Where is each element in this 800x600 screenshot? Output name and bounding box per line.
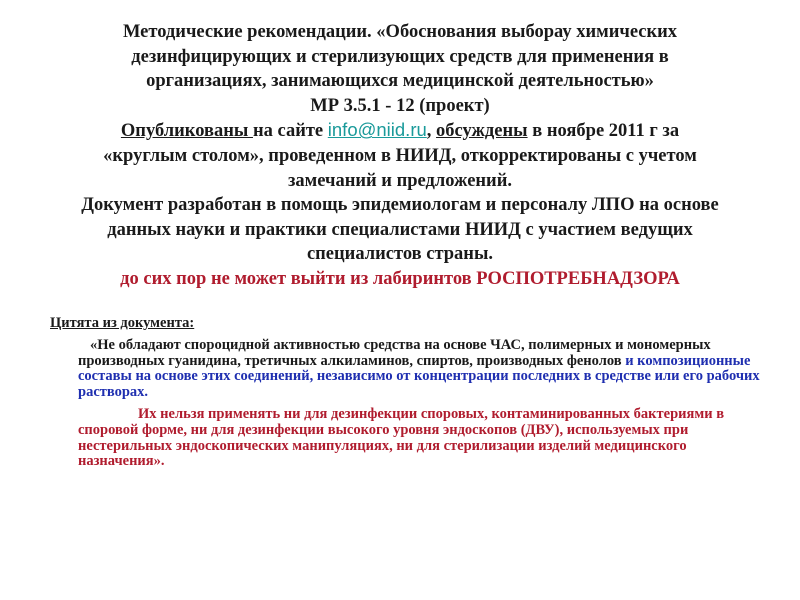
document-code: МР 3.5.1 - 12 (проект): [310, 95, 490, 116]
document-header: [40, 20, 760, 292]
doc-line-1: Документ разработан в помощь эпидемиологам и персоналу ЛПО на основе: [81, 195, 719, 216]
doc-line-3: специалистов страны.: [306, 244, 494, 265]
title-line-1: Методические рекомендации. «Обоснования выборау химических: [122, 22, 678, 42]
quote-paragraph-1-blue: и композиционные составы на основе этих соединений, независимо от концентрации последних в средстве или его рабочих растворах.: [78, 352, 760, 401]
published-line: [40, 118, 760, 144]
quote-paragraph-1: [78, 338, 760, 401]
rospotrebnadzor-line: до сих пор не может выйти из лабиринтов РОСПОТРЕБНАДЗОРА: [120, 268, 680, 289]
discussed-word: обсуждены: [436, 121, 528, 142]
title-line-2: дезинфицирующих и стерилизующих средств для применения в: [131, 46, 669, 67]
on-site-text: на сайте: [252, 121, 328, 142]
published-line-2: «круглым столом», проведенном в НИИД, откорректированы с учетом: [103, 145, 697, 166]
quote-paragraph-1-black: «Не обладают спороцидной активностью средства на основе ЧАС, полимерных и мономерных производных гуанидина, третичных алкиламинов, спиртов, производных фенолов: [78, 336, 711, 369]
quote-label: Цитята из документа:: [50, 315, 195, 331]
quote-body: [50, 338, 760, 470]
document-quote: [50, 316, 760, 470]
site-link[interactable]: info@niid.ru: [327, 119, 427, 141]
published-line-3: замечаний и предложений.: [287, 170, 513, 191]
comma-text: ,: [426, 121, 437, 142]
published-word: Опубликованы: [120, 121, 253, 142]
title-line-3: организациях, занимающихся медицинской деятельностью»: [146, 71, 654, 92]
quote-paragraph-2: Их нельзя применять ни для дезинфекции споровых, контаминированных бактериями в споровой форме, ни для дезинфекции высокого уровня эндоскопов (ДВУ), используемых при нестерильных эндоскопических манипуляциях, ни для стерилизации изделий медицинского назначения».: [78, 405, 725, 470]
doc-line-2: данных науки и практики специалистами НИИД с участием ведущих: [107, 219, 693, 240]
published-rest: в ноябре 2011 г за: [527, 121, 680, 142]
